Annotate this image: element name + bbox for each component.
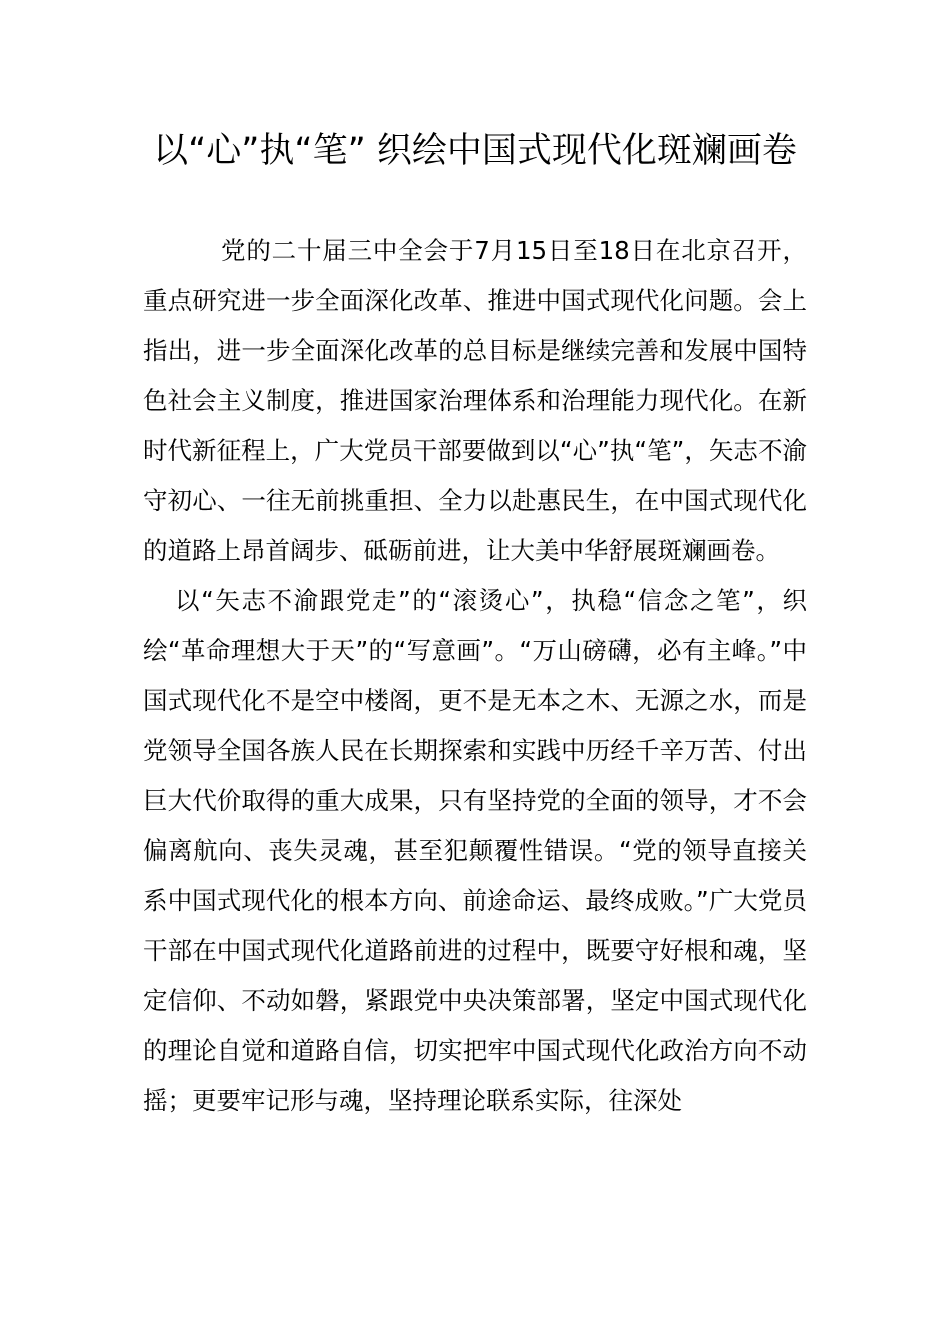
paragraph-2: 以“矢志不渝跟党走”的“滚烫心”，执稳“信念之笔”，织绘“革命理想大于天”的“写意画”。“万山磅礴，必有主峰。”中国式现代化不是空中楼阁，更不是无本之木、无源之水，而是党领导全国各族人民在长期探索和实践中历经千辛万苦、付出巨大代价取得的重大成果，只有坚持党的全面的领导，才不会偏离航向、丧失灵魂，甚至犯颠覆性错误。“党的领导直接关系中国式现代化的根本方向、前途命运、最终成败。”广大党员干部在中国式现代化道路前进的过程中，既要守好根和魂，坚定信仰、不动如磐，紧跟党中央决策部署，坚定中国式现代化的理论自觉和道路自信，切实把牢中国式现代化政治方向不动摇；更要牢记形与魂，坚持理论联系实际，往深处 [143,586,807,1115]
document-title: 以“心”执“笔” 织绘中国式现代化斑斓画卷 [153,131,797,171]
paragraph-1: 党的二十届三中全会于7月15日至18日在北京召开，重点研究进一步全面深化改革、推进中国式现代化问题。会上指出，进一步全面深化改革的总目标是继续完善和发展中国特色社会主义制度，推进国家治理体系和治理能力现代化。在新时代新征程上，广大党员干部要做到以“心”执“笔”，矢志不渝守初心、一往无前挑重担、全力以赴惠民生，在中国式现代化的道路上昂首阔步、砥砺前进，让大美中华舒展斑斓画卷。 [143,236,807,565]
document-body [143,226,807,1126]
